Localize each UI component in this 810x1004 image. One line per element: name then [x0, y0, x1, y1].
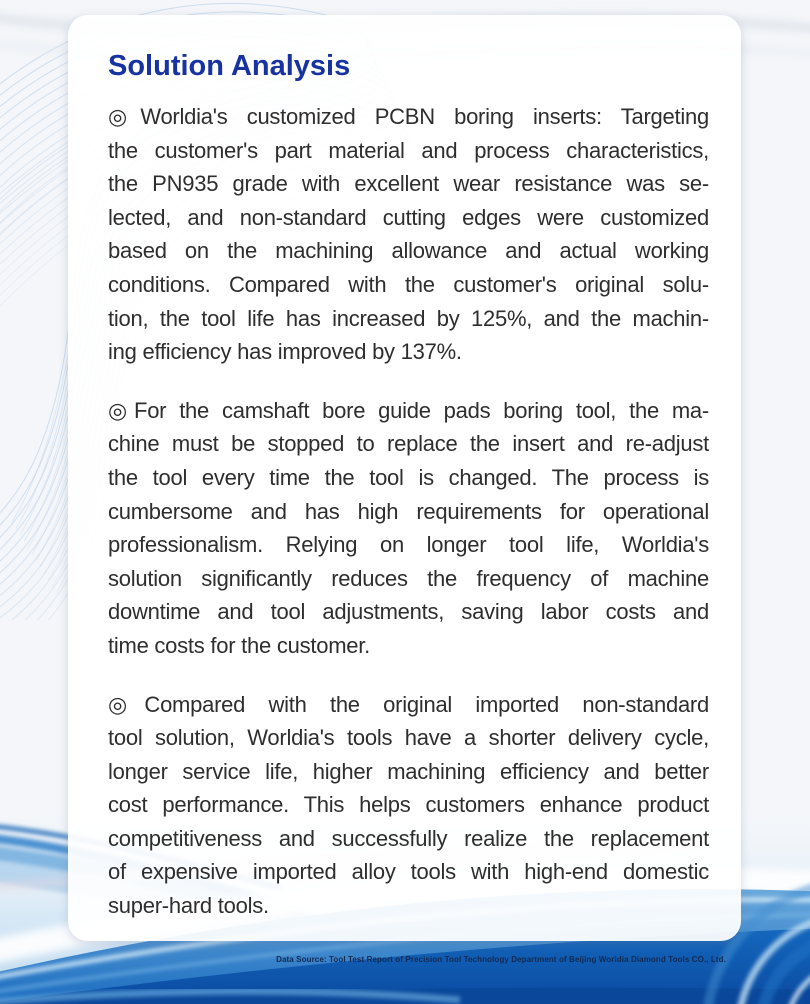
paragraph: [108, 688, 709, 923]
text-line: chine must be stopped to replace the insert and re-adjust: [108, 431, 709, 457]
text-line: ◎Worldia's customized PCBN boring inserts: Targeting: [108, 104, 709, 129]
text-line: ◎Compared with the original imported non-standard: [108, 691, 709, 717]
text-line: the tool every time the tool is changed. The process is: [108, 464, 709, 490]
paragraph: [108, 394, 709, 663]
text-line: downtime and tool adjustments, saving labor costs and: [108, 599, 709, 625]
text-line: the customer's part material and process characteristics,: [108, 137, 709, 163]
text-line: time costs for the customer.: [108, 632, 370, 658]
text-line: competitiveness and successfully realize the replacement: [108, 825, 709, 851]
text-line: cumbersome and has high requirements for operational: [108, 498, 709, 524]
text-line: super-hard tools.: [108, 893, 269, 919]
text-line: tion, the tool life has increased by 125%, and the machin-: [108, 305, 709, 331]
data-source-note: Data Source: Tool Test Report of Precision Tool Technology Department of Beijing Worldia Diamond Tools CO., Ltd.: [276, 955, 726, 964]
text-line: longer service life, higher machining efficiency and better: [108, 758, 709, 784]
text-line: ing efficiency has improved by 137%.: [108, 339, 462, 365]
text-line: professionalism. Relying on longer tool life, Worldia's: [108, 532, 709, 558]
article: [108, 100, 709, 923]
page-title: Solution Analysis: [108, 50, 351, 82]
content-card: [68, 15, 741, 941]
text-line: ◎For the camshaft bore guide pads boring tool, the ma-: [108, 397, 709, 423]
text-line: of expensive imported alloy tools with high-end domestic: [108, 859, 709, 885]
text-line: lected, and non-standard cutting edges were customized: [108, 204, 709, 230]
text-line: based on the machining allowance and actual working: [108, 238, 709, 264]
text-line: solution significantly reduces the frequency of machine: [108, 565, 709, 591]
text-line: cost performance. This helps customers enhance product: [108, 792, 709, 818]
text-line: conditions. Compared with the customer's original solu-: [108, 271, 709, 297]
text-line: tool solution, Worldia's tools have a shorter delivery cycle,: [108, 725, 709, 751]
text-line: the PN935 grade with excellent wear resistance was se-: [108, 171, 709, 197]
paragraph: [108, 100, 709, 369]
